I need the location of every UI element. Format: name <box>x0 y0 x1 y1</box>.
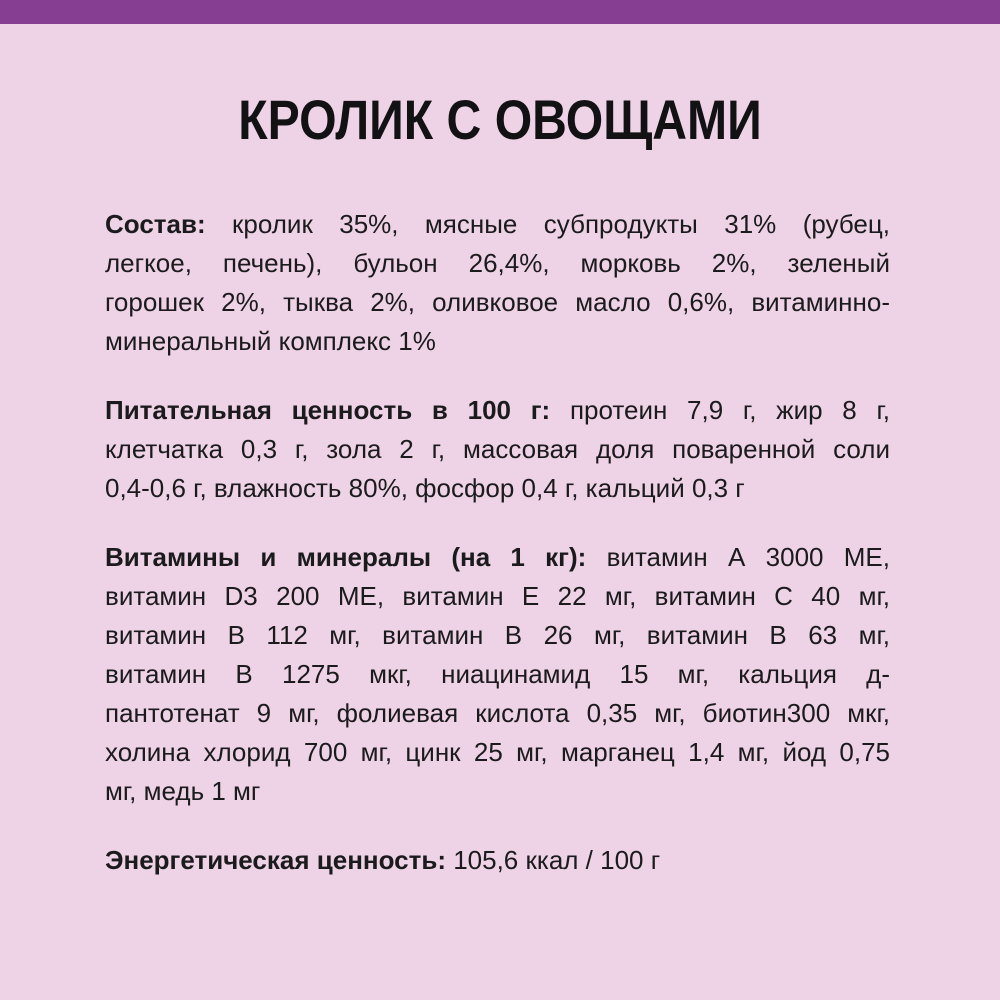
text-line <box>105 391 890 430</box>
text-line: пантотенат 9 мг, фолиевая кислота 0,35 мг, биотин300 мкг, <box>105 698 890 728</box>
section-vitamins <box>105 538 890 811</box>
section-composition <box>105 205 890 361</box>
line-text: 105,6 ккал / 100 г <box>445 845 661 875</box>
text-line: витамин D3 200 МЕ, витамин Е 22 мг, витамин С 40 мг, <box>105 581 890 611</box>
text-line: легкое, печень), бульон 26,4%, морковь 2%, зеленый <box>105 248 890 278</box>
text-line: минеральный комплекс 1% <box>105 326 436 356</box>
line-text: протеин 7,9 г, жир 8 г, <box>550 395 890 425</box>
text-line <box>105 205 890 244</box>
text-line: клетчатка 0,3 г, зола 2 г, массовая доля поваренной соли <box>105 434 890 464</box>
section-energy <box>105 841 890 880</box>
line-text: витамин А 3000 МЕ, <box>586 542 890 572</box>
section-nutrition <box>105 391 890 508</box>
text-line <box>105 841 890 880</box>
text-line: 0,4-0,6 г, влажность 80%, фосфор 0,4 г, кальций 0,3 г <box>105 473 745 503</box>
text-line: витамин В 112 мг, витамин В 26 мг, витамин В 63 мг, <box>105 620 890 650</box>
line-text: кролик 35%, мясные субпродукты 31% (рубец, <box>205 209 890 239</box>
product-title: КРОЛИК С ОВОЩАМИ <box>238 88 762 151</box>
section-label: Состав: <box>105 209 206 239</box>
text-line <box>105 538 890 577</box>
section-label: Витамины и минералы (на 1 кг): <box>105 542 587 572</box>
text-line: мг, медь 1 мг <box>105 776 261 806</box>
label-content <box>105 205 890 910</box>
text-line: горошек 2%, тыква 2%, оливковое масло 0,6%, витаминно- <box>105 287 890 317</box>
section-label: Питательная ценность в 100 г: <box>105 395 551 425</box>
text-line: витамин В 1275 мкг, ниацинамид 15 мг, кальция д- <box>105 659 890 689</box>
text-line: холина хлорид 700 мг, цинк 25 мг, марганец 1,4 мг, йод 0,75 <box>105 737 890 767</box>
section-label: Энергетическая ценность: <box>105 845 446 875</box>
top-accent-bar <box>0 0 1000 24</box>
